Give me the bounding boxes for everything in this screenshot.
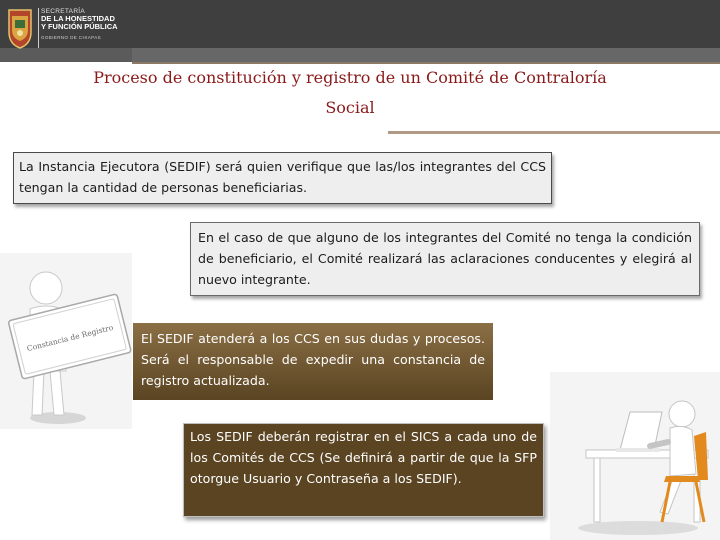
logo-line-3: Y FUNCIÓN PÚBLICA [41, 22, 118, 31]
text-box-verification: La Instancia Ejecutora (SEDIF) será quien verifique que las/los integrantes del CCS tengan la cantidad de personas beneficiarias. [13, 152, 552, 204]
state-seal-icon [6, 6, 34, 50]
header-accent [132, 48, 720, 62]
text-box-clarifications: En el caso de que alguno de los integrantes del Comité no tenga la condición de beneficiario, el Comité realizará las aclaraciones conducentes y elegirá al nuevo integrante. [190, 222, 700, 296]
title-line-1: Proceso de constitución y registro de un Comité de Contraloría [93, 68, 607, 87]
logo-line-1: SECRETARÍA [41, 8, 86, 15]
person-at-computer-desk-icon [550, 372, 720, 540]
figure-computer [550, 372, 720, 540]
logo-text [41, 8, 118, 40]
logo-line-4: GOBIERNO DE CHIAPAS [41, 35, 102, 40]
title-underline [388, 131, 720, 134]
logo-line-2: DE LA HONESTIDAD [41, 14, 115, 23]
certificate-card-text: Constancia de Registro [25, 322, 115, 354]
page-title [70, 63, 630, 123]
logo-divider [38, 8, 39, 48]
text-box-support: El SEDIF atenderá a los CCS en sus dudas y procesos. Será el responsable de expedir una constancia de registro actualizada. [133, 323, 493, 400]
figure-certificate [0, 253, 132, 429]
text-box-registration-outline [183, 423, 544, 517]
institution-logo [2, 2, 134, 54]
person-holding-certificate-icon [0, 253, 132, 429]
title-line-2: Social [325, 98, 375, 117]
text-box-registration: Los SEDIF deberán registrar en el SICS a cada uno de los Comités de CCS (Se definirá a partir de que la SFP otorgue Usuario y Contraseña a los SEDIF). [183, 423, 544, 517]
